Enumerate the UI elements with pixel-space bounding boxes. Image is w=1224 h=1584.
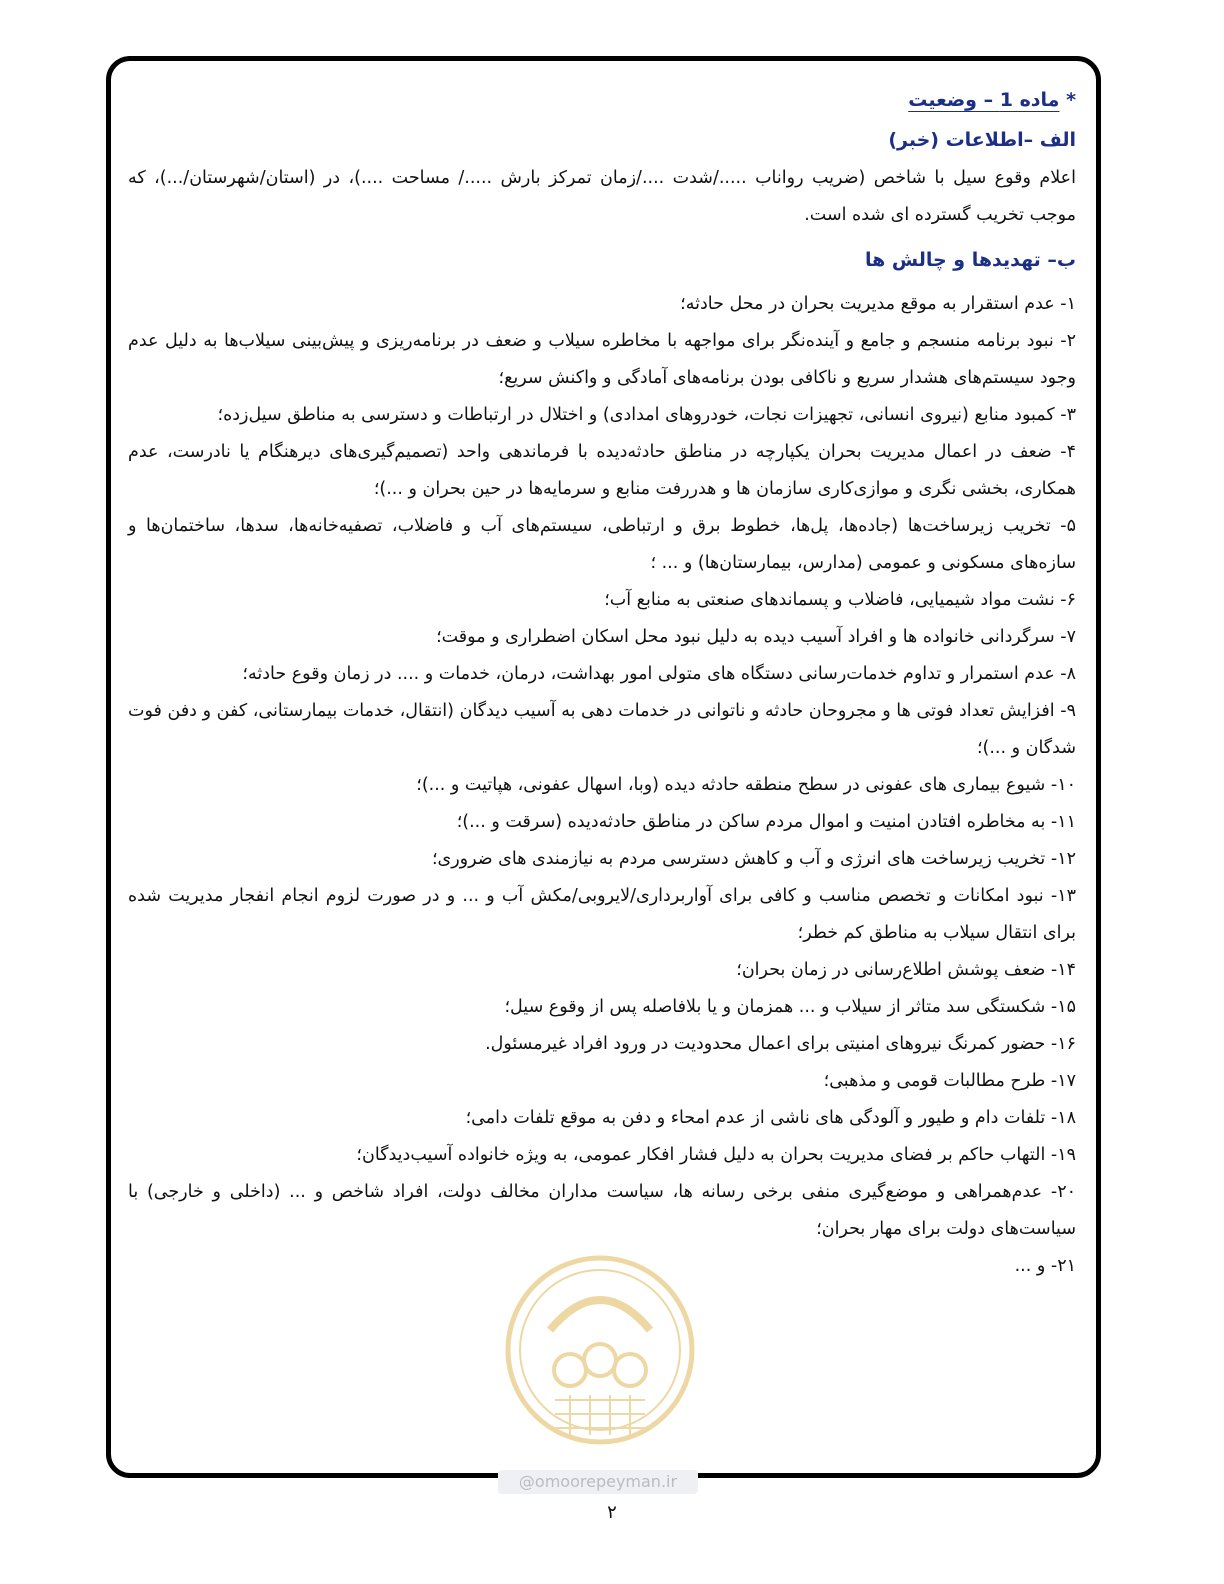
list-item: ۲- نبود برنامه منسجم و جامع و آینده‌نگر برای مواجهه با مخاطره سیلاب و ضعف در برنامه‌ریزی و پیش‌بینی سیلاب‌ها به دلیل عدم وجود سیستم‌های هشدار سریع و ناکافی بودن برنامه‌های آمادگی و واکنش سریع؛ [128,331,1076,388]
article-title: ماده 1 – وضعیت [908,89,1060,111]
list-item: ۲۰- عدم‌همراهی و موضع‌گیری منفی برخی رسانه ها، سیاست مداران مخالف دولت، افراد شاخص و ... (داخلی و خارجی) با سیاست‌های دولت برای مهار بحران؛ [128,1182,1076,1239]
list-item: ۲۱- و ... [1014,1256,1076,1276]
section-a-title: الف –اطلاعات (خبر) [888,129,1076,151]
list-item: ۱۴- ضعف پوشش اطلاع‌رسانی در زمان بحران؛ [736,960,1076,980]
document-body [128,80,1076,1285]
list-item: ۶- نشت مواد شیمیایی، فاضلاب و پسماندهای صنعتی به منابع آب؛ [604,590,1076,610]
list-item: ۸- عدم استمرار و تداوم خدمات‌رسانی دستگاه های متولی امور بهداشت، درمان، خدمات و .... در زمان وقوع حادثه؛ [242,664,1076,684]
section-a-text: اعلام وقوع سیل با شاخص (ضریب رواناب ...../شدت ..../زمان تمرکز بارش ...../ مساحت ....)، در (استان/شهرستان/...)، که موجب تخریب گسترده ای شده است. [128,168,1076,225]
list-item: ۳- کمبود منابع (نیروی انسانی، تجهیزات نجات، خودروهای امدادی) و اختلال در ارتباطات و دسترسی به مناطق سیل‌زده؛ [217,405,1076,425]
star-marker: * [1066,89,1076,111]
list-item: ۱۲- تخریب زیرساخت های انرژی و آب و کاهش دسترسی مردم به نیازمندی های ضروری؛ [431,849,1076,869]
page-number: ۲ [607,1502,617,1523]
list-item: ۱۹- التهاب حاکم بر فضای مدیریت بحران به دلیل فشار افکار عمومی، به ویژه خانواده آسیب‌دیدگان؛ [356,1145,1076,1165]
list-item: ۹- افزایش تعداد فوتی ها و مجروحان حادثه و ناتوانی در خدمات دهی به آسیب دیدگان (انتقال، خدمات بیمارستانی، کفن و دفن فوت شدگان و ...)؛ [128,701,1076,758]
list-item: ۷- سرگردانی خانواده ها و افراد آسیب دیده به دلیل نبود محل اسکان اضطراری و موقت؛ [436,627,1076,647]
article-heading [128,80,1076,120]
list-item: ۱۷- طرح مطالبات قومی و مذهبی؛ [823,1071,1076,1091]
list-item: ۱۳- نبود امکانات و تخصص مناسب و کافی برای آواربرداری/لایروبی/مکش آب و ... و در صورت لزوم انجام انفجار مدیریت شده برای انتقال سیلاب به مناطق کم خطر؛ [128,886,1076,943]
list-item: ۵- تخریب زیرساخت‌ها (جاده‌ها، پل‌ها، خطوط برق و ارتباطی، سیستم‌های آب و فاضلاب، تصفیه‌خانه‌ها، سدها، ساختمان‌ها و سازه‌های مسکونی و عمومی (مدارس، بیمارستان‌ها) و ... ؛ [128,516,1076,573]
list-item: ۱- عدم استقرار به موقع مدیریت بحران در محل حادثه؛ [680,294,1076,314]
threats-list [128,286,1076,1285]
list-item: ۱۰- شیوع بیماری های عفونی در سطح منطقه حادثه دیده (وبا، اسهال عفونی، هپاتیت و ...)؛ [416,775,1076,795]
watermark-site-link: @omoorepeyman.ir [498,1470,698,1494]
section-b-title: ب– تهدیدها و چالش ها [864,249,1076,271]
list-item: ۴- ضعف در اعمال مدیریت بحران یکپارچه در مناطق حادثه‌دیده با فرماندهی واحد (تصمیم‌گیری‌های دیرهنگام یا نادرست، عدم همکاری، بخشی نگری و موازی‌کاری سازمان ها و هدررفت منابع و سرمایه‌ها در حین بحران و ...)؛ [128,442,1076,499]
list-item: ۱۱- به مخاطره افتادن امنیت و اموال مردم ساکن در مناطق حادثه‌دیده (سرقت و ...)؛ [456,812,1076,832]
list-item: ۱۸- تلفات دام و طیور و آلودگی های ناشی از عدم امحاء و دفن به موقع تلفات دامی؛ [465,1108,1076,1128]
list-item: ۱۶- حضور کمرنگ نیروهای امنیتی برای اعمال محدودیت در ورود افراد غیرمسئول. [485,1034,1076,1054]
list-item: ۱۵- شکستگی سد متاثر از سیلاب و ... همزمان و یا بلافاصله پس از وقوع سیل؛ [504,997,1076,1017]
